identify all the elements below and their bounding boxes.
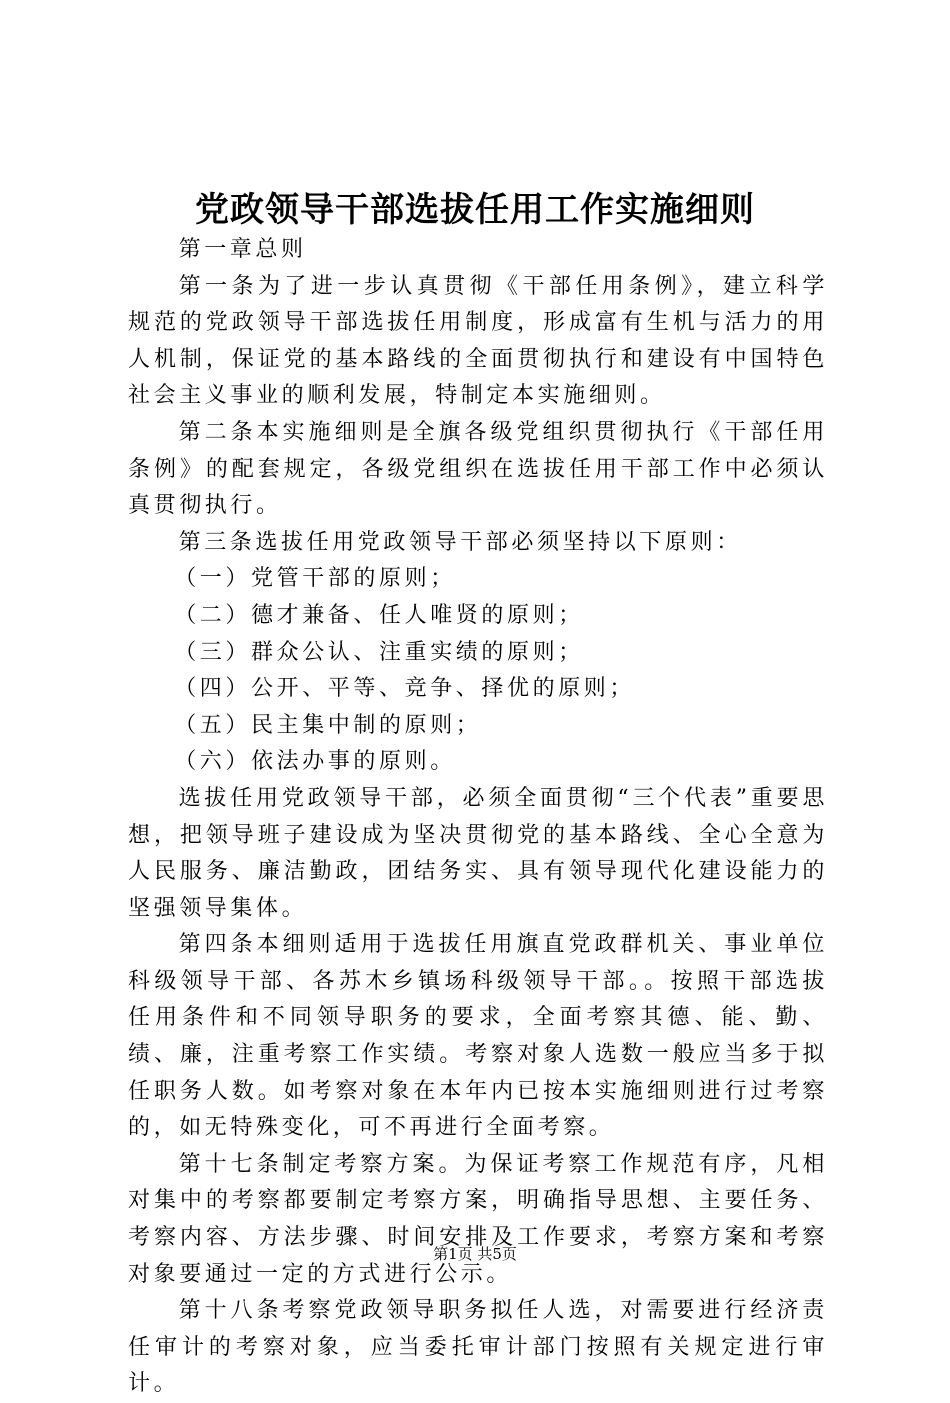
page-number-footer: 第1页 共5页 [433,1245,517,1263]
article-18-paragraph: 第十八条考察党政领导职务拟任人选，对需要进行经济责任审计的考察对象，应当委托审计部门按照有关规定进行审计。 [128,1298,828,1397]
principle-item: （五）民主集中制的原则； [174,712,482,738]
three-represents-paragraph: 选拔任用党政领导干部，必须全面贯彻“三个代表”重要思想，把领导班子建设成为坚决贯彻党的基本路线、全心全意为人民服务、廉洁勤政，团结务实、具有领导现代化建设能力的坚强领导集体。 [128,785,828,921]
principle-item: （六）依法办事的原则。 [174,749,456,775]
principle-item: （四）公开、平等、竞争、择优的原则； [174,676,635,702]
principle-item: （二）德才兼备、任人唯贤的原则； [174,602,584,628]
article-2-paragraph: 第二条本实施细则是全旗各级党组织贯彻执行《干部任用条例》的配套规定，各级党组织在选拔任用干部工作中必须认真贯彻执行。 [128,419,828,519]
article-1-paragraph: 第一条为了进一步认真贯彻《干部任用条例》，建立科学规范的党政领导干部选拔任用制度，形成富有生机与活力的用人机制，保证党的基本路线的全面贯彻执行和建设有中国特色社会主义事业的顺利发展，特制定本实施细则。 [128,273,828,409]
document-title: 党政领导干部选拔任用工作实施细则 [195,190,755,230]
principle-item: （一）党管干部的原则； [174,566,456,592]
chapter-heading: 第一章总则 [178,237,307,262]
article-4-paragraph: 第四条本细则适用于选拔任用旗直党政群机关、事业单位科级领导干部、各苏木乡镇场科级领导干部。。按照干部选拔任用条件和不同领导职务的要求，全面考察其德、能、勤、绩、廉，注重考察工作实绩。考察对象人选数一般应当多于拟任职务人数。如考察对象在本年内已按本实施细则进行过考察的，如无特殊变化，可不再进行全面考察。 [128,932,828,1141]
article-17-paragraph: 第十七条制定考察方案。为保证考察工作规范有序，凡相对集中的考察都要制定考察方案，明确指导思想、主要任务、考察内容、方法步骤、时间安排及工作要求，考察方案和考察对象要通过一定的方式进行公示。 [128,1151,828,1287]
document-body [128,232,828,1403]
article-3-paragraph: 第三条选拔任用党政领导干部必须坚持以下原则： [178,529,742,555]
principle-item: （三）群众公认、注重实绩的原则； [174,639,584,665]
